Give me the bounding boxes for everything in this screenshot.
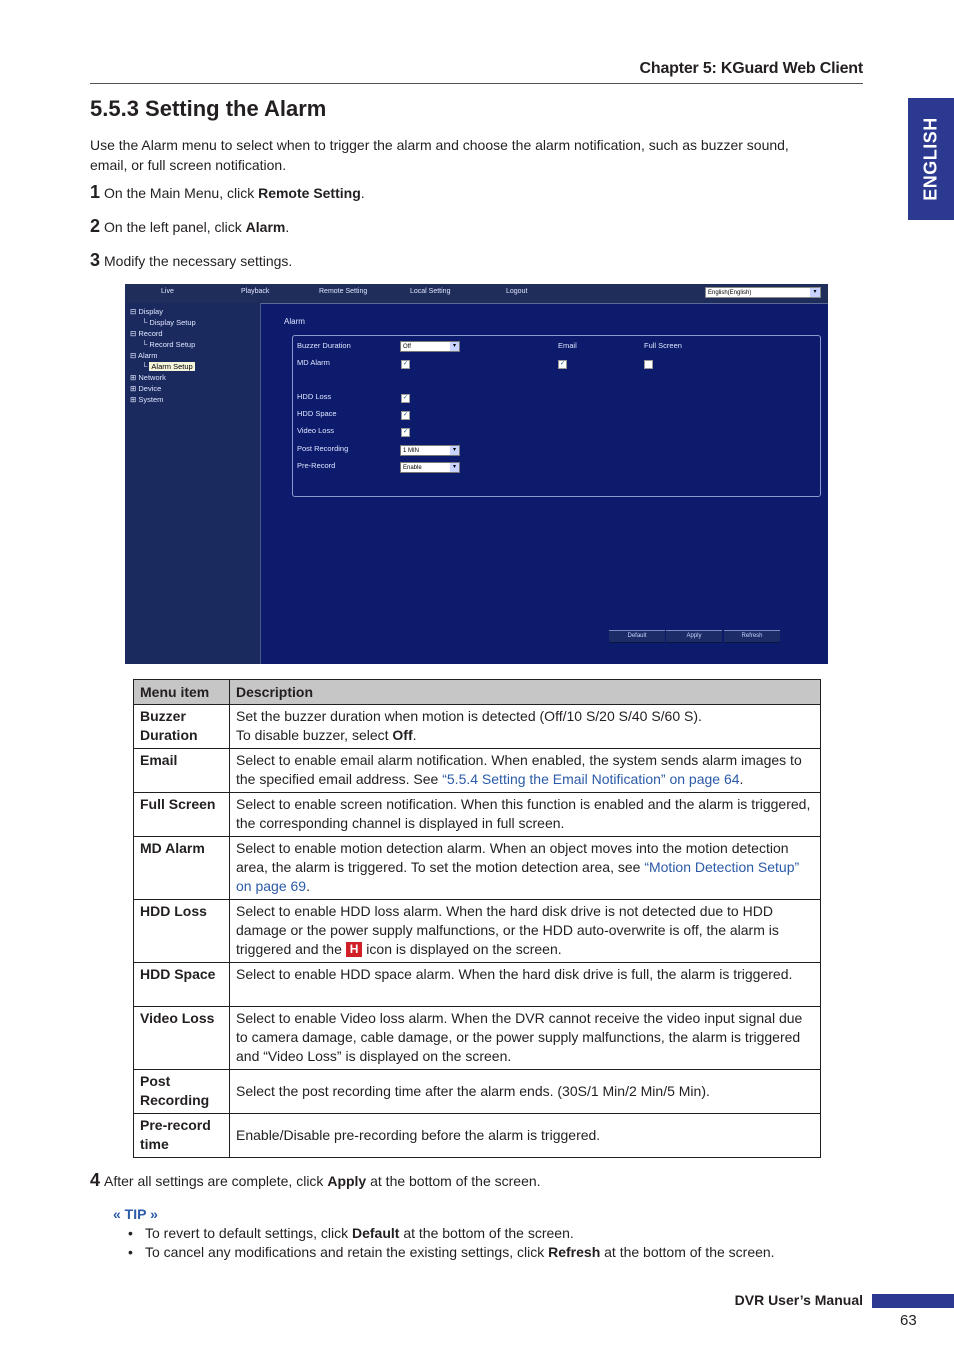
chevron-down-icon: ▾ (450, 463, 459, 472)
buzzer-duration-select[interactable]: Off ▾ (400, 341, 460, 352)
settings-tree-panel (125, 303, 261, 664)
table-row: MD Alarm Select to enable motion detection alarm. When an object moves into the motion detection area, the alarm is triggered. To set the motion detection area, see “Motion Detection Setup” on page 69. (134, 837, 821, 900)
col-menu-item: Menu item (134, 680, 230, 705)
full-screen-checkbox[interactable] (644, 360, 653, 369)
video-loss-checkbox[interactable]: ✓ (402, 429, 409, 435)
section-intro: Use the Alarm menu to select when to trigger the alarm and choose the alarm notification, such as buzzer sound, email, or full screen notification. (90, 137, 789, 173)
language-select[interactable]: English(English) ▾ (705, 287, 821, 298)
nav-local-setting[interactable]: Local Setting (410, 288, 451, 295)
alarm-panel-title: Alarm (284, 317, 305, 326)
buzzer-duration-label: Buzzer Duration (297, 341, 351, 350)
side-tab-label: ENGLISH (920, 117, 941, 201)
tip-list (128, 1224, 775, 1262)
footer-manual-title: DVR User’s Manual (734, 1292, 863, 1308)
table-row: HDD Loss Select to enable HDD loss alarm. When the hard disk drive is not detected due to HDD damage or the power supply malfunctions, or the HDD auto-overwrite is off, the alarm is triggered and the H icon is displayed on the screen. (134, 900, 821, 963)
tree-display[interactable]: ⊟ Display (130, 307, 163, 316)
hdd-loss-icon: H (346, 942, 363, 957)
table-row: HDD Space Select to enable HDD space alarm. When the hard disk drive is full, the alarm is triggered. (134, 963, 821, 1007)
menu-item-table (133, 679, 821, 1158)
nav-playback[interactable]: Playback (241, 288, 270, 295)
table-row: Pre-record time Enable/Disable pre-recording before the alarm is triggered. (134, 1114, 821, 1158)
md-alarm-label: MD Alarm (297, 358, 330, 367)
table-row: Email Select to enable email alarm notification. When enabled, the system sends alarm images to the specified email address. See “5.5.4 Setting the Email Notification” on page 64. (134, 749, 821, 793)
chevron-down-icon: ▾ (450, 342, 459, 351)
refresh-button[interactable]: Refresh (724, 630, 780, 643)
table-row: Buzzer Duration Set the buzzer duration when motion is detected (Off/10 S/20 S/40 S/60 S). To disable buzzer, select Off. (134, 705, 821, 749)
md-alarm-checkbox[interactable]: ✓ (402, 361, 409, 367)
tree-network[interactable]: ⊞ Network (130, 373, 166, 382)
nav-logout[interactable]: Logout (506, 288, 528, 295)
hdd-loss-checkbox[interactable]: ✓ (402, 395, 409, 401)
hdd-loss-label: HDD Loss (297, 392, 332, 401)
step-3: 3 Modify the necessary settings. (90, 250, 293, 270)
col-description: Description (230, 680, 821, 705)
email-notification-link[interactable]: “5.5.4 Setting the Email Notification” on page 64 (442, 771, 740, 787)
table-header-row (134, 680, 821, 705)
tree-display-setup[interactable]: └ Display Setup (142, 318, 196, 327)
step-1: 1 On the Main Menu, click Remote Setting. (90, 182, 365, 202)
tree-alarm-setup[interactable]: └ Alarm Setup (142, 362, 193, 371)
table-row: Post Recording Select the post recording time after the alarm ends. (30S/1 Min/2 Min/5 Min). (134, 1070, 821, 1114)
email-label: Email (558, 341, 577, 350)
chevron-down-icon: ▾ (450, 446, 459, 455)
nav-live[interactable]: Live (161, 288, 174, 295)
tree-record-setup[interactable]: └ Record Setup (142, 340, 196, 349)
pre-record-label: Pre-Record (297, 461, 336, 470)
hdd-space-label: HDD Space (297, 409, 337, 418)
hdd-space-checkbox[interactable]: ✓ (402, 412, 409, 418)
header-rule (90, 83, 863, 84)
step-4: 4 After all settings are complete, click Apply at the bottom of the screen. (90, 1170, 541, 1190)
email-checkbox[interactable]: ✓ (559, 361, 566, 367)
language-side-tab (908, 98, 954, 220)
tree-record[interactable]: ⊟ Record (130, 329, 163, 338)
pre-record-select[interactable]: Enable ▾ (400, 462, 460, 473)
tree-system[interactable]: ⊞ System (130, 395, 164, 404)
list-item: • To revert to default settings, click Default at the bottom of the screen. (128, 1224, 775, 1243)
table-row: Full Screen Select to enable screen notification. When this function is enabled and the alarm is triggered, the corresponding channel is displayed in full screen. (134, 793, 821, 837)
section-title: 5.5.3 Setting the Alarm (90, 96, 327, 121)
apply-button[interactable]: Apply (666, 630, 722, 643)
footer-bar (872, 1294, 954, 1308)
chevron-down-icon: ▾ (810, 288, 820, 297)
nav-remote-setting[interactable]: Remote Setting (319, 288, 368, 295)
video-loss-label: Video Loss (297, 426, 334, 435)
tree-alarm[interactable]: ⊟ Alarm (130, 351, 158, 360)
post-recording-label: Post Recording (297, 444, 349, 453)
list-item: • To cancel any modifications and retain the existing settings, click Refresh at the bottom of the screen. (128, 1243, 775, 1262)
alarm-settings-box (292, 335, 821, 497)
tip-label: « TIP » (113, 1206, 158, 1222)
tree-device[interactable]: ⊞ Device (130, 384, 162, 393)
page-number: 63 (900, 1312, 917, 1329)
post-recording-select[interactable]: 1 MIN ▾ (400, 445, 460, 456)
web-client-topbar (125, 284, 828, 304)
table-row: Video Loss Select to enable Video loss alarm. When the DVR cannot receive the video input signal due to camera damage, cable damage, or the power supply malfunctions, the alarm is triggered and “Video Loss” is displayed on the screen. (134, 1007, 821, 1070)
step-2: 2 On the left panel, click Alarm. (90, 216, 290, 236)
motion-detection-link[interactable]: “Motion Detection Setup” on page 69 (236, 859, 800, 894)
chapter-header: Chapter 5: KGuard Web Client (639, 60, 863, 77)
default-button[interactable]: Default (609, 630, 665, 643)
full-screen-label: Full Screen (644, 341, 682, 350)
alarm-settings-screenshot (125, 284, 828, 664)
